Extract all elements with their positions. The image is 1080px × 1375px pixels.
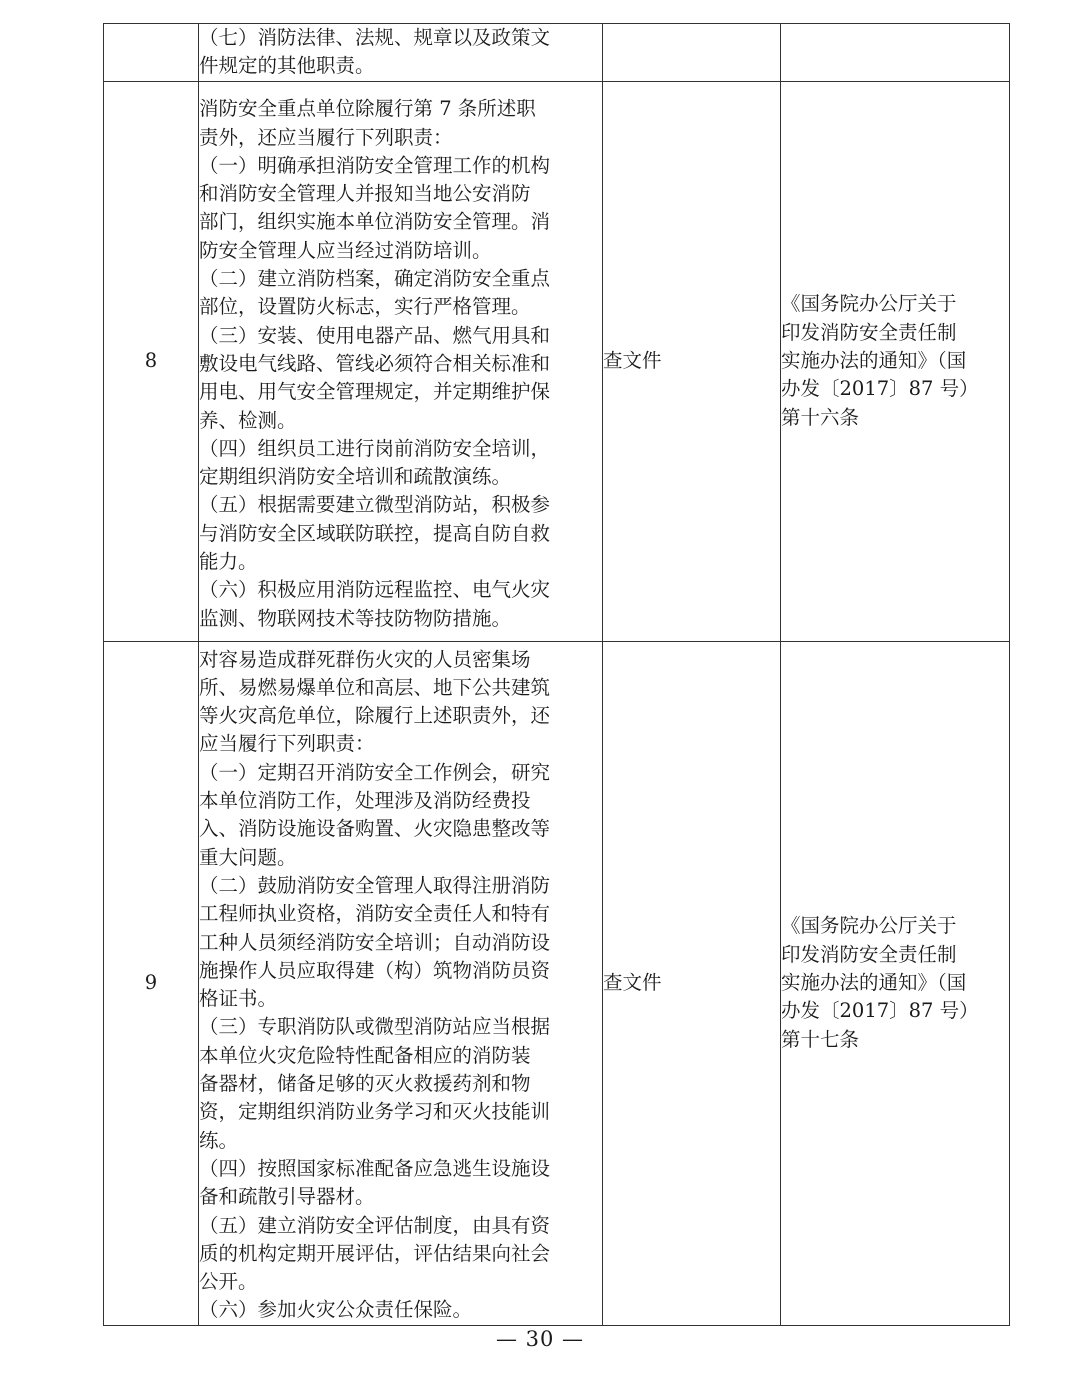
legal-basis-cell xyxy=(781,81,1010,641)
duty-text-line: （五）根据需要建立微型消防站，积极参 xyxy=(199,493,551,517)
duty-text-line: 工种人员须经消防安全培训；自动消防设 xyxy=(199,930,551,954)
duty-content-cell xyxy=(199,24,603,82)
duty-text-line: 施操作人员应取得建（构）筑物消防员资 xyxy=(199,958,551,982)
duty-text-line: 备和疏散引导器材。 xyxy=(199,1185,375,1209)
duty-text-line: 责外，还应当履行下列职责： xyxy=(199,125,453,149)
basis-text-line: 印发消防安全责任制 xyxy=(781,320,957,344)
table-body xyxy=(104,24,1010,1326)
duty-text-line: （二）建立消防档案，确定消防安全重点 xyxy=(199,267,551,291)
duty-text-line: 能力。 xyxy=(199,550,258,574)
item-number-cell xyxy=(104,24,199,82)
duty-text-line: 用电、用气安全管理规定，并定期维护保 xyxy=(199,380,551,404)
table-row xyxy=(104,641,1010,1325)
basis-text-line: 实施办法的通知》（国 xyxy=(781,971,967,994)
duty-text-line: 公开。 xyxy=(199,1270,258,1294)
table-row xyxy=(104,24,1010,82)
duty-text-line: （四）按照国家标准配备应急逃生设施设 xyxy=(199,1156,551,1180)
duty-text-line: （一）定期召开消防安全工作例会，研究 xyxy=(199,760,551,784)
duty-text-line: （二）鼓励消防安全管理人取得注册消防 xyxy=(199,873,551,897)
basis-text-line: 第十七条 xyxy=(781,1027,860,1051)
regulation-table xyxy=(103,23,1010,1326)
check-method-cell xyxy=(603,24,781,82)
duty-content-cell xyxy=(199,81,603,641)
basis-text-line: 实施办法的通知》（国 xyxy=(781,348,967,372)
duty-text-line: 入、消防设施设备购置、火灾隐患整改等 xyxy=(199,817,551,841)
duty-text-line: 对容易造成群死群伤火灾的人员密集场 xyxy=(199,647,531,671)
duty-text-line: 件规定的其他职责。 xyxy=(199,54,375,78)
basis-text-line: 办发〔2017〕87 号） xyxy=(781,377,979,401)
item-number-cell: 9 xyxy=(104,641,199,1325)
duty-text-line: 练。 xyxy=(199,1128,239,1152)
duty-text-line: 定期组织消防安全培训和疏散演练。 xyxy=(199,465,512,489)
duty-text-line: 敷设电气线路、管线必须符合相关标准和 xyxy=(199,351,551,375)
duty-text-line: 部门，组织实施本单位消防安全管理。消 xyxy=(199,210,551,234)
duty-text-line: 资，定期组织消防业务学习和灭火技能训 xyxy=(199,1100,551,1124)
duty-text-line: 本单位火灾危险特性配备相应的消防装 xyxy=(199,1043,531,1067)
duty-text-line: （七）消防法律、法规、规章以及政策文 xyxy=(199,26,551,49)
duty-text-line: （四）组织员工进行岗前消防安全培训， xyxy=(199,436,551,460)
duty-text-line: 应当履行下列职责： xyxy=(199,732,375,756)
duty-text-line: 格证书。 xyxy=(199,987,278,1011)
duty-text-line: 养、检测。 xyxy=(199,408,297,432)
duty-text-line: 质的机构定期开展评估，评估结果向社会 xyxy=(199,1241,551,1265)
duty-text-line: （五）建立消防安全评估制度，由具有资 xyxy=(199,1213,551,1237)
basis-text-line: 《国务院办公厅关于 xyxy=(781,914,957,938)
duty-text-line: 本单位消防工作，处理涉及消防经费投 xyxy=(199,789,531,813)
duty-text-line: 与消防安全区域联防联控，提高自防自救 xyxy=(199,521,551,545)
duty-text-line: 和消防安全管理人并报知当地公安消防 xyxy=(199,182,531,206)
page-number: — 30 — xyxy=(495,1327,585,1351)
check-method-cell: 查文件 xyxy=(603,81,781,641)
basis-text-line: 印发消防安全责任制 xyxy=(781,942,957,966)
legal-basis-cell xyxy=(781,24,1010,82)
legal-basis-cell xyxy=(781,641,1010,1325)
duty-text-line: （三）专职消防队或微型消防站应当根据 xyxy=(199,1015,551,1039)
duty-text-line: 等火灾高危单位，除履行上述职责外，还 xyxy=(199,704,551,728)
duty-text-line: 所、易燃易爆单位和高层、地下公共建筑 xyxy=(199,675,551,699)
duty-text-line: 工程师执业资格，消防安全责任人和特有 xyxy=(199,902,551,926)
duty-text-line: （一）明确承担消防安全管理工作的机构 xyxy=(199,153,551,177)
duty-text-line: （六）积极应用消防远程监控、电气火灾 xyxy=(199,578,551,602)
duty-text-line: 重大问题。 xyxy=(199,845,297,869)
table-row xyxy=(104,81,1010,641)
duty-text-line: （六）参加火灾公众责任保险。 xyxy=(199,1298,473,1322)
item-number-cell: 8 xyxy=(104,81,199,641)
duty-text-line: 部位，设置防火标志，实行严格管理。 xyxy=(199,295,531,319)
basis-text-line: 办发〔2017〕87 号） xyxy=(781,999,979,1023)
duty-content-cell xyxy=(199,641,603,1325)
duty-text-line: 消防安全重点单位除履行第 7 条所述职 xyxy=(199,97,536,121)
check-method-cell: 查文件 xyxy=(603,641,781,1325)
duty-text-line: 备器材，储备足够的灭火救援药剂和物 xyxy=(199,1072,531,1096)
duty-text-line: （三）安装、使用电器产品、燃气用具和 xyxy=(199,323,551,347)
duty-text-line: 防安全管理人应当经过消防培训。 xyxy=(199,238,492,262)
basis-text-line: 《国务院办公厅关于 xyxy=(781,292,957,316)
duty-text-line: 监测、物联网技术等技防物防措施。 xyxy=(199,606,512,630)
basis-text-line: 第十六条 xyxy=(781,405,860,429)
